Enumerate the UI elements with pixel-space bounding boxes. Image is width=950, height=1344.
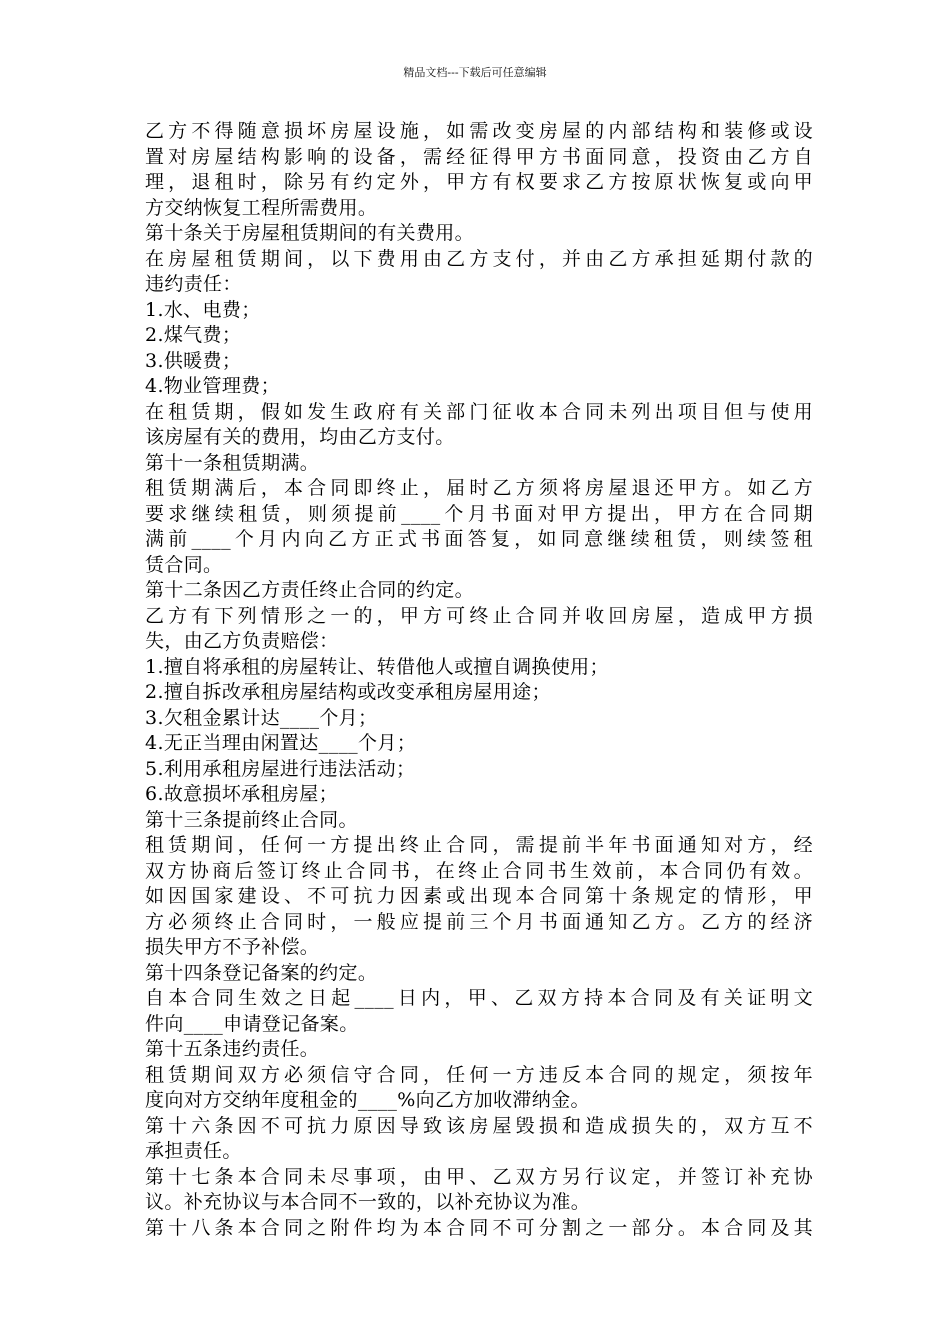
text-line: 置对房屋结构影响的设备，需经征得甲方书面同意，投资由乙方自 <box>145 145 813 168</box>
text-line: 1.擅自将承租的房屋转让、转借他人或擅自调换使用； <box>145 655 609 678</box>
text-line: 如因国家建设、不可抗力因素或出现本合同第十条规定的情形，甲 <box>145 885 813 907</box>
text-line: 3.欠租金累计达____个月； <box>145 706 378 729</box>
text-line: 3.供暖费； <box>145 349 242 372</box>
text-line: 第十一条租赁期满。 <box>145 451 320 474</box>
text-line: 6.故意损坏承租房屋； <box>145 783 338 805</box>
text-line: 第十二条因乙方责任终止合同的约定。 <box>145 579 474 601</box>
text-line: 4.无正当理由闲置达____个月； <box>145 732 417 754</box>
text-line: 4.物业管理费； <box>145 375 280 397</box>
text-line: 租赁期满后，本合同即终止，届时乙方须将房屋退还甲方。如乙方 <box>145 477 813 499</box>
text-line: 要求继续租赁，则须提前____个月书面对甲方提出，甲方在合同期 <box>145 502 813 525</box>
text-line: 在租赁期，假如发生政府有关部门征收本合同未列出项目但与使用 <box>145 400 813 423</box>
text-line: 方交纳恢复工程所需费用。 <box>145 196 378 219</box>
text-line: 度向对方交纳年度租金的____%向乙方加收滞纳金。 <box>145 1089 590 1111</box>
text-line: 乙方不得随意损坏房屋设施，如需改变房屋的内部结构和装修或设 <box>145 120 813 142</box>
text-line: 在房屋租赁期间，以下费用由乙方支付，并由乙方承担延期付款的 <box>145 247 813 270</box>
text-line: 赁合同。 <box>145 553 223 576</box>
text-line: 第十八条本合同之附件均为本合同不可分割之一部分。本合同及其 <box>145 1216 813 1239</box>
text-line: 2.煤气费； <box>145 324 242 346</box>
text-line: 方必须终止合同时，一般应提前三个月书面通知乙方。乙方的经济 <box>145 910 813 933</box>
text-line: 第十三条提前终止合同。 <box>145 808 358 831</box>
text-line: 损失甲方不予补偿。 <box>145 936 320 958</box>
text-line: 第十五条违约责任。 <box>145 1038 320 1060</box>
text-line: 承担责任。 <box>145 1140 242 1162</box>
text-line: 失，由乙方负责赔偿： <box>145 630 339 652</box>
text-line: 乙方有下列情形之一的，甲方可终止合同并收回房屋，造成甲方损 <box>145 604 813 627</box>
text-line: 满前____个月内向乙方正式书面答复，如同意继续租赁，则续签租 <box>145 528 813 550</box>
text-line: 5.利用承租房屋进行违法活动； <box>145 757 416 780</box>
text-line: 自本合同生效之日起____日内，甲、乙双方持本合同及有关证明文 <box>145 987 813 1009</box>
text-line: 2.擅自拆改承租房屋结构或改变承租房屋用途； <box>145 681 551 703</box>
text-line: 第十四条登记备案的约定。 <box>145 961 378 984</box>
text-line: 租赁期间双方必须信守合同，任何一方违反本合同的规定，须按年 <box>145 1063 813 1086</box>
text-line: 理，退租时，除另有约定外，甲方有权要求乙方按原状恢复或向甲 <box>145 171 813 193</box>
text-line: 该房屋有关的费用，均由乙方支付。 <box>145 426 455 448</box>
text-line: 违约责任： <box>145 273 242 295</box>
contract-body <box>145 119 813 1241</box>
text-line: 第十七条本合同未尽事项，由甲、乙双方另行议定，并签订补充协 <box>145 1165 813 1188</box>
text-line: 第十六条因不可抗力原因导致该房屋毁损和造成损失的，双方互不 <box>145 1114 813 1137</box>
text-line: 议。补充协议与本合同不一致的，以补充协议为准。 <box>145 1191 591 1213</box>
text-line: 双方协商后签订终止合同书，在终止合同书生效前，本合同仍有效。 <box>145 859 813 882</box>
text-line: 1.水、电费； <box>145 298 261 321</box>
text-line: 件向____申请登记备案。 <box>145 1012 359 1035</box>
text-line: 第十条关于房屋租赁期间的有关费用。 <box>145 222 474 244</box>
page-header: 精品文档---下载后可任意编辑 <box>403 66 547 79</box>
text-line: 租赁期间，任何一方提出终止合同，需提前半年书面通知对方，经 <box>145 834 813 856</box>
